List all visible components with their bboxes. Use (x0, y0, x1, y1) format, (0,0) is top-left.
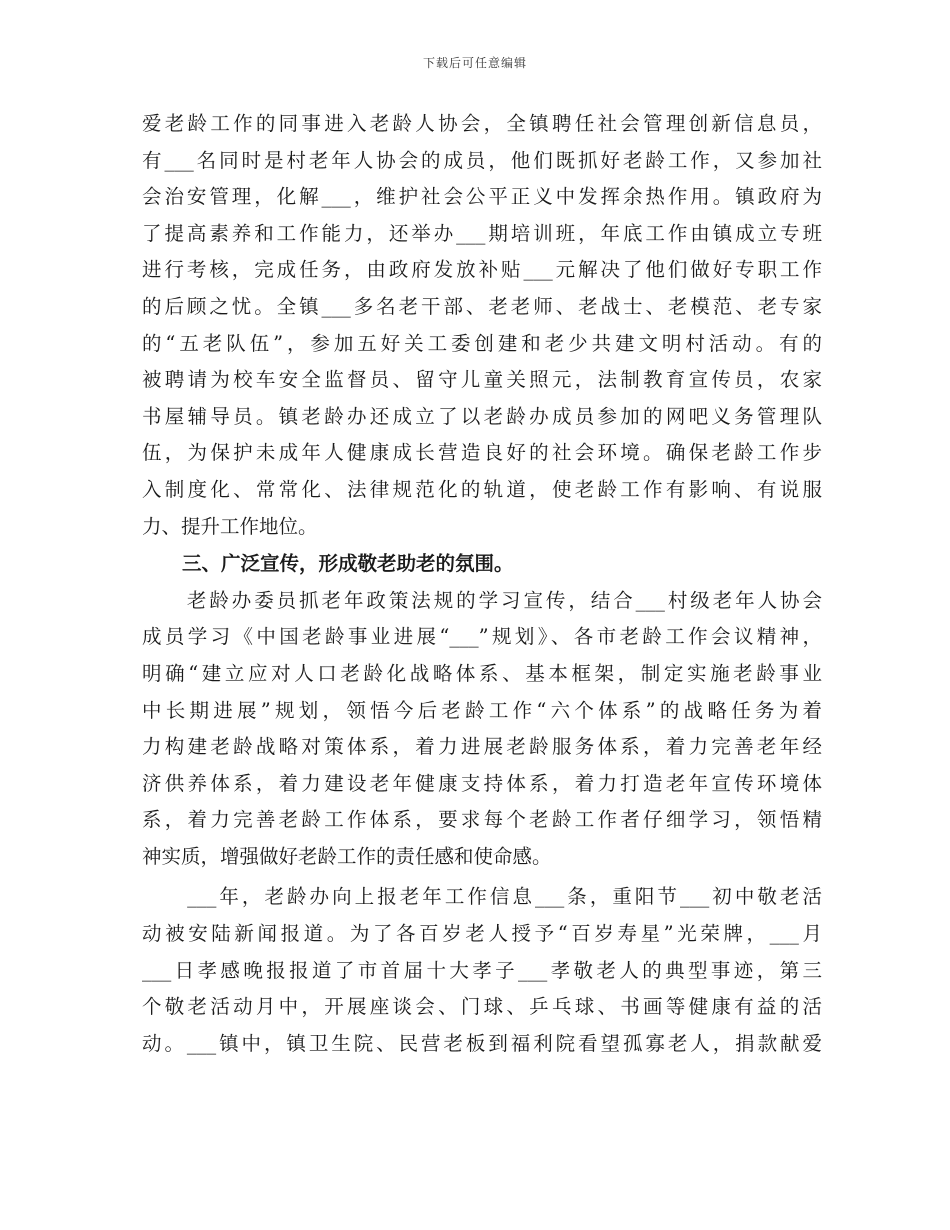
text-line: 的后顾之忧。全镇___多名老干部、老老师、老战士、老模范、老专家 (142, 294, 822, 318)
text-line: 个敬老活动月中，开展座谈会、门球、乒乓球、书画等健康有益的活 (142, 995, 822, 1019)
text-line: 被聘请为校车安全监督员、留守儿童关照元，法制教育宣传员，农家 (142, 368, 822, 392)
text-line: ___年，老龄办向上报老年工作信息___条，重阳节___初中敬老活 (142, 885, 822, 909)
text-line: 了提高素养和工作能力，还举办___期培训班，年底工作由镇成立专班 (142, 221, 822, 245)
text-line: 明确“建立应对人口老龄化战略体系、基本框架，制定实施老龄事业 (142, 661, 822, 685)
page-header-note: 下载后可任意编辑 (422, 56, 527, 70)
text-line: 的“五老队伍”，参加五好关工委创建和老少共建文明村活动。有的 (142, 331, 822, 355)
text-line: 力、提升工作地位。 (142, 514, 318, 538)
text-line: 成员学习《中国老龄事业进展“___”规划》、各市老龄工作会议精神， (142, 625, 822, 649)
document-body (142, 106, 822, 1062)
text-line: 伍，为保护未成年人健康成长营造良好的社会环境。确保老龄工作步 (142, 441, 822, 465)
text-line: 老龄办委员抓老年政策法规的学习宣传，结合___村级老年人协会 (142, 588, 822, 612)
text-line: 爱老龄工作的同事进入老龄人协会，全镇聘任社会管理创新信息员， (142, 112, 822, 135)
text-line: 书屋辅导员。镇老龄办还成立了以老龄办成员参加的网吧义务管理队 (142, 404, 822, 428)
text-line: ___日孝感晚报报道了市首届十大孝子___孝敬老人的典型事迹，第三 (142, 958, 822, 982)
text-line: 系，着力完善老龄工作体系，要求每个老龄工作者仔细学习，领悟精 (142, 808, 822, 832)
text-line: 力构建老龄战略对策体系，着力进展老龄服务体系，着力完善老年经 (142, 735, 822, 759)
text-line: 有___名同时是村老年人协会的成员，他们既抓好老龄工作，又参加社 (142, 148, 822, 172)
text-line: 会治安管理，化解___，维护社会公平正义中发挥余热作用。镇政府为 (142, 185, 822, 209)
paragraph-policy-study (142, 583, 822, 876)
text-line: 动。___镇中，镇卫生院、民营老板到福利院看望孤寡老人，捐款献爱 (142, 1031, 822, 1055)
paragraph-activities (142, 879, 822, 1062)
section-heading: 三、广泛宣传，形成敬老助老的氛围。 (182, 552, 514, 576)
text-line: 神实质，增强做好老龄工作的责任感和使命感。 (142, 844, 552, 868)
paragraph-continuation (142, 106, 822, 545)
text-line: 济供养体系，着力建设老年健康支持体系，着力打造老年宣传环境体 (142, 771, 822, 795)
text-line: 进行考核，完成任务，由政府发放补贴___元解决了他们做好专职工作 (142, 258, 822, 282)
text-line: 入制度化、常常化、法律规范化的轨道，使老龄工作有影响、有说服 (142, 477, 822, 501)
text-line: 动被安陆新闻报道。为了各百岁老人授予“百岁寿星”光荣牌，___月 (142, 922, 822, 946)
text-line: 中长期进展”规划，领悟今后老龄工作“六个体系”的战略任务为着 (142, 698, 822, 722)
